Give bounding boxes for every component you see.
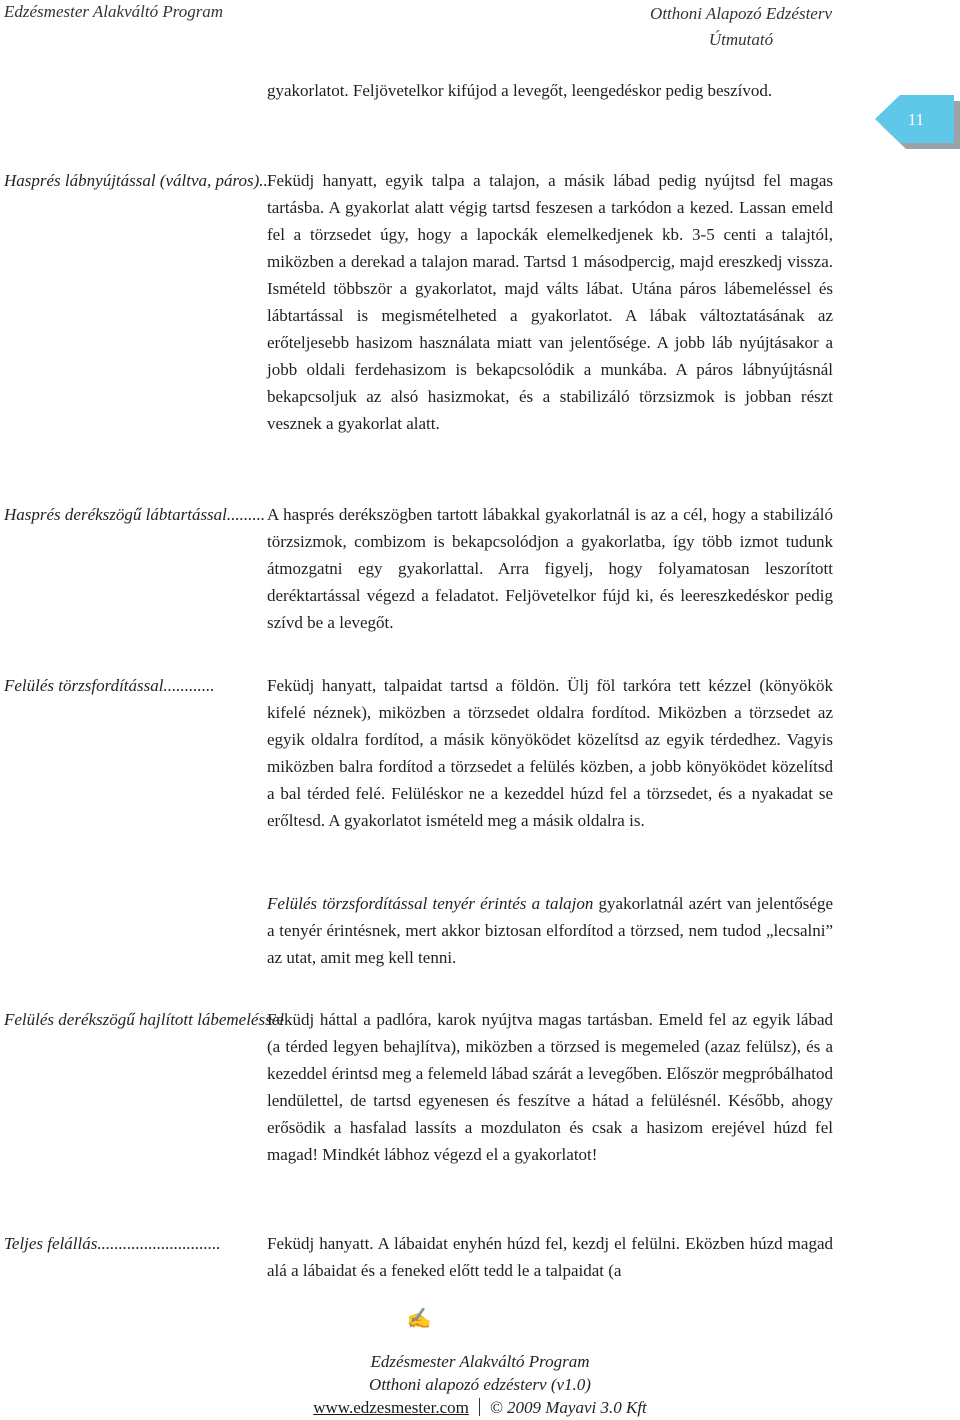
note-text: gyakorlatnál azért van jelentősége a tenyér érintésnek, mert akkor biztosan elfordítod a törzsed, nem tudod „lecsalni” az utat, amit meg kell tenni. [267,894,833,967]
intro-continuation [267,77,833,104]
exercise-paragraph: Feküdj hanyatt, talpaidat tartsd a földön. Ülj föl tarkóra tett kézzel (könyökök kifelé néznek), miközben a törzsedet oldalra fordítod. Miközben a törzsedet az egyik oldalra fordítod, a másik könyöködet közelítsd az egyik térdedhez. Vagyis miközben balra fordítod a törzsedet a felülés közben, a jobb könyöködet közelítsd a bal térded felé. Felüléskor ne a kezeddel húzd fel a törzsedet, és a nyakadat se erőltesd. A gyakorlatot ismételd meg a másik oldalra is. [267,676,833,830]
footer-links [0,1398,960,1418]
exercise-description [267,1230,833,1284]
note-italic: Felülés törzsfordítással tenyér érintés a talajon [267,894,594,913]
intro-paragraph: gyakorlatot. Feljövetelkor kifújod a levegőt, leengedéskor pedig beszívod. [267,81,773,100]
footer-version: Otthoni alapozó edzésterv (v1.0) [369,1375,591,1394]
website-link[interactable]: www.edzesmester.com [313,1398,469,1417]
running-header-left: Edzésmester Alakváltó Program [4,2,224,21]
exercise-paragraph: Feküdj hanyatt, egyik talpa a talajon, a másik lábad pedig nyújtsd fel magas tartásba. A gyakorlat alatt végig tartsd feszesen a tarkódon a kezed. Lassan emeld fel a törzsedet úgy, hogy a lapockák elemelkedjenek kb. 3-5 centi a talajtól, miközben a derekad a talajon marad. Tartsd 1 másodpercig, majd ereszkedj vissza. Ismételd többször a gyakorlatot, majd válts lábat. Utána páros lábemeléssel és lábtartással is megismételheted a gyakorlatot. A lábak változtatásának az erőteljesebb hasizom használata miatt van jelentősége. A jobb láb nyújtásakor a jobb oldali ferdehasizom is bekapcsolódik a munkába. A páros lábnyújtásnál bekapcsoljuk az alsó hasizmokat, és a stabilizáló törzsizmok is jobban részt vesznek a gyakorlat alatt. [267,171,833,433]
running-header-right [650,1,832,53]
footer-program: Edzésmester Alakváltó Program [370,1352,590,1371]
footer-copyright: © 2009 Mayavi 3.0 Kft [489,1398,647,1417]
header-right-line1: Otthoni Alapozó Edzésterv [650,4,832,23]
footer-divider [479,1398,480,1416]
exercise-term: Teljes felállás............................. [4,1234,221,1253]
exercise-paragraph: Feküdj háttal a padlóra, karok nyújtva magas tartásban. Emeld fel az egyik lábad (a térded legyen behajlítva), miközben a törzsed is megemeled (azaz felülsz), és a kezeddel érintsd meg a felemeld lábad szárát a levegőben. Először megpróbálhatod lendülettel, de tartsd egyenesen és feszítve a hátad a felülésnél. Később, ahogy erősödik a hasfalad lassíts a mozdulaton és csak a hasizom erejével húzd fel magad! Mindkét lábhoz végezd el a gyakorlatot! [267,1010,833,1164]
exercise-description [267,501,833,636]
exercise-term: Hasprés derékszögű lábtartással......... [4,505,266,524]
page-number-badge [872,92,960,152]
exercise-description [267,672,833,834]
exercise-term: Felülés derékszögű hajlított lábemeléssel [4,1010,284,1029]
page-number: 11 [907,110,925,129]
exercise-paragraph: Feküdj hanyatt. A lábaidat enyhén húzd fel, kezdj el felülni. Eközben húzd magad alá a lábaidat és a feneked előtt tedd le a talpaidat (a [267,1234,833,1280]
header-right-line2: Útmutató [708,30,774,49]
exercise-note [267,890,833,971]
ornament-hand-icon: ✍ [406,1308,432,1330]
exercise-term: Felülés törzsfordítással............ [4,676,215,695]
note-paragraph [267,890,833,971]
exercise-description [267,1006,833,1168]
exercise-term: Hasprés lábnyújtással (váltva, páros)... [4,171,273,190]
exercise-paragraph: A hasprés derékszögben tartott lábakkal gyakorlatnál is az a cél, hogy a stabilizáló törzsizmok, combizom is bekapcsolódjon a gyakorlatba, így több izmot tudunk átmozgatni egy gyakorlattal. Arra figyelj, hogy folyamatosan leszorított deréktartással végezd a feladatot. Feljövetelkor fújd ki, és leereszkedéskor pedig szívd be a levegőt. [267,505,833,632]
exercise-description [267,167,833,437]
